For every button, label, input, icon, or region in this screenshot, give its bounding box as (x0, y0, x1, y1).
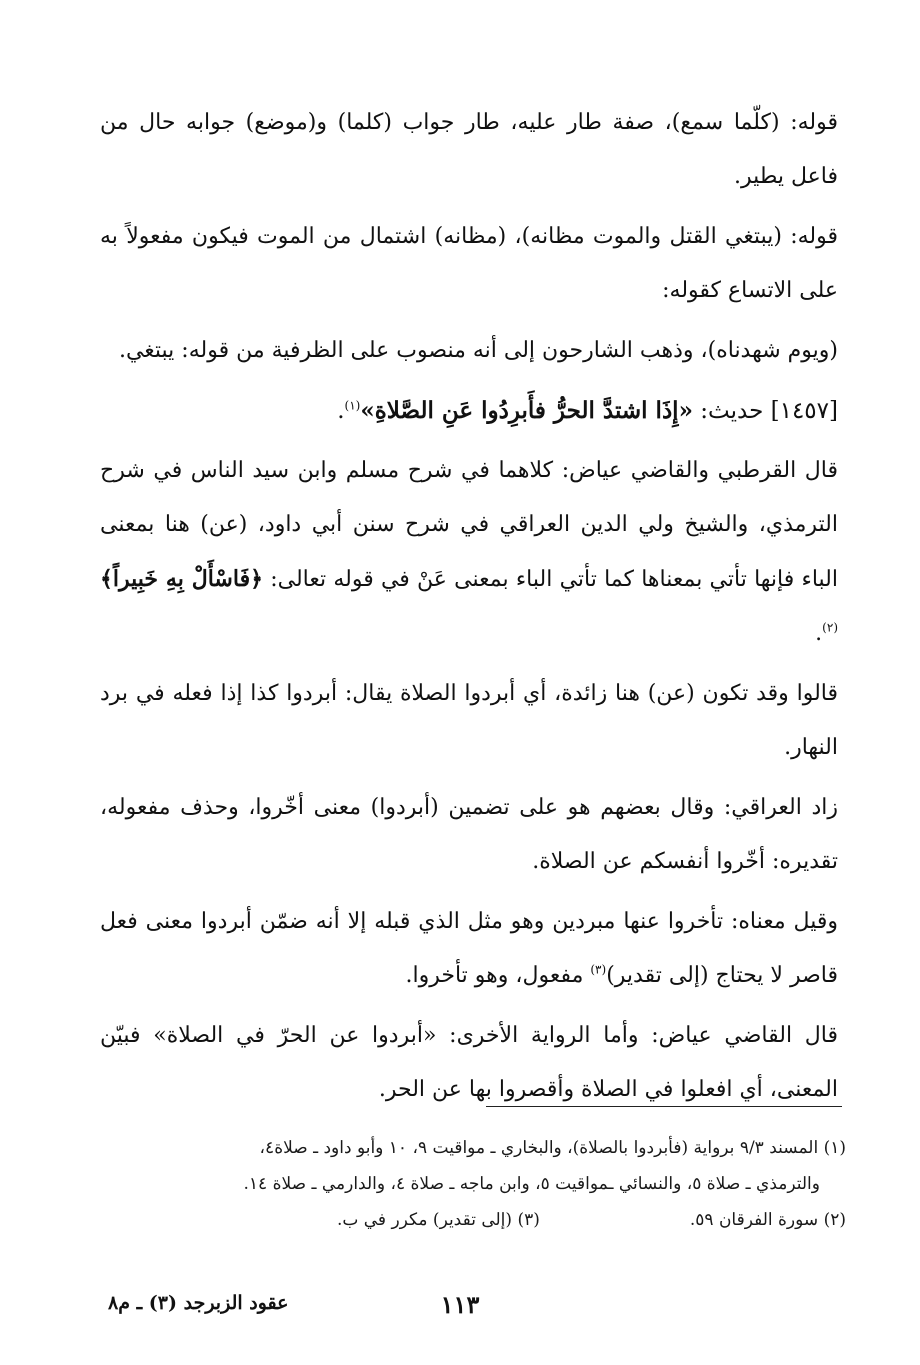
hadith-end: . (337, 398, 345, 424)
paragraph-qila (100, 895, 838, 1003)
hadith-text: «إِذَا اشتدَّ الحرُّ فأَبرِدُوا عَنِ الصَّلاةِ» (360, 397, 693, 424)
qurtubi-end: . (815, 621, 823, 646)
hadith-number: [١٤٥٧] (770, 398, 838, 424)
footnote-divider (486, 1106, 842, 1107)
footnote-ref-1: (١) (344, 398, 361, 413)
qurtubi-text: قال القرطبي والقاضي عياض: كلاهما في شرح مسلم وابن سيد الناس في شرح الترمذي، والشيخ ولي الدين العراقي في شرح سنن أبي داود، (عن) هنا بمعنى الباء فإنها تأتي بمعناها كما تأتي الباء بمعنى عَنْ في قوله تعالى: (100, 458, 838, 592)
footnote-ref-2: (٢) (822, 620, 838, 635)
footnote-ref-3: (٣) (590, 962, 607, 977)
hadith-intro: حديث: (692, 398, 771, 424)
paragraph-yawm: (ويوم شهدناه)، وذهب الشارحون إلى أنه منصوب على الظرفية من قوله: يبتغي. (118, 338, 838, 363)
paragraph-iyad: قال القاضي عياض: وأما الرواية الأخرى: «أبردوا عن الحرّ في الصلاة» فبيّن المعنى، أي افعلوا في الصلاة وأقصروا بها عن الحر. (100, 1023, 838, 1102)
quran-verse: ﴿فَاسْأَلْ بِهِ خَبِيراً﴾ (100, 566, 263, 592)
footnote-1-line-2: والترمذي ـ صلاة ٥، والنسائي ـمواقيت ٥، وابن ماجه ـ صلاة ٤، والدارمي ـ صلاة ١٤. (243, 1174, 820, 1194)
footnote-row (100, 1202, 846, 1238)
page-body (100, 96, 838, 1123)
qila-text-b: مفعول، وهو تأخروا. (405, 963, 591, 988)
paragraph-kullama: قوله: (كلّما سمع)، صفة طار عليه، طار جواب (كلما) و(موضع) جوابه حال من فاعل يطير. (100, 110, 838, 189)
qila-text-a: وقيل معناه: تأخروا عنها مبردين وهو مثل الذي قبله إلا أنه ضمّن أبردوا معنى فعل قاصر لا يحتاج (إلى تقدير) (100, 909, 838, 988)
footnote-3: (٣) (إلى تقدير) مكرر في ب. (336, 1210, 540, 1230)
printer-signature: عقود الزبرجد (٣) ـ م٨ (108, 1292, 289, 1314)
paragraph-iraqi: زاد العراقي: وقال بعضهم هو على تضمين (أبردوا) معنى أخّروا، وحذف مفعوله، تقديره: أخّروا أنفسكم عن الصلاة. (100, 795, 838, 874)
paragraph-qurtubi (100, 444, 838, 661)
paragraph-zaida: قالوا وقد تكون (عن) هنا زائدة، أي أبردوا الصلاة يقال: أبردوا كذا إذا فعله في برد النهار. (100, 681, 838, 760)
paragraph-yabtaghi: قوله: (يبتغي القتل والموت مظانه)، (مظانه) اشتمال من الموت فيكون مفعولاً به على الاتساع كقوله: (100, 224, 838, 303)
footnotes (100, 1130, 846, 1238)
page-number: ١١٣ (440, 1290, 480, 1319)
hadith-heading (100, 384, 838, 438)
footnote-2: (٢) سورة الفرقان ٥٩. (689, 1210, 846, 1230)
footnote-1-line-1: (١) المسند ٩/٣ برواية (فأبردوا بالصلاة)، والبخاري ـ مواقيت ٩، ١٠ وأبو داود ـ صلاة٤، (259, 1138, 846, 1158)
